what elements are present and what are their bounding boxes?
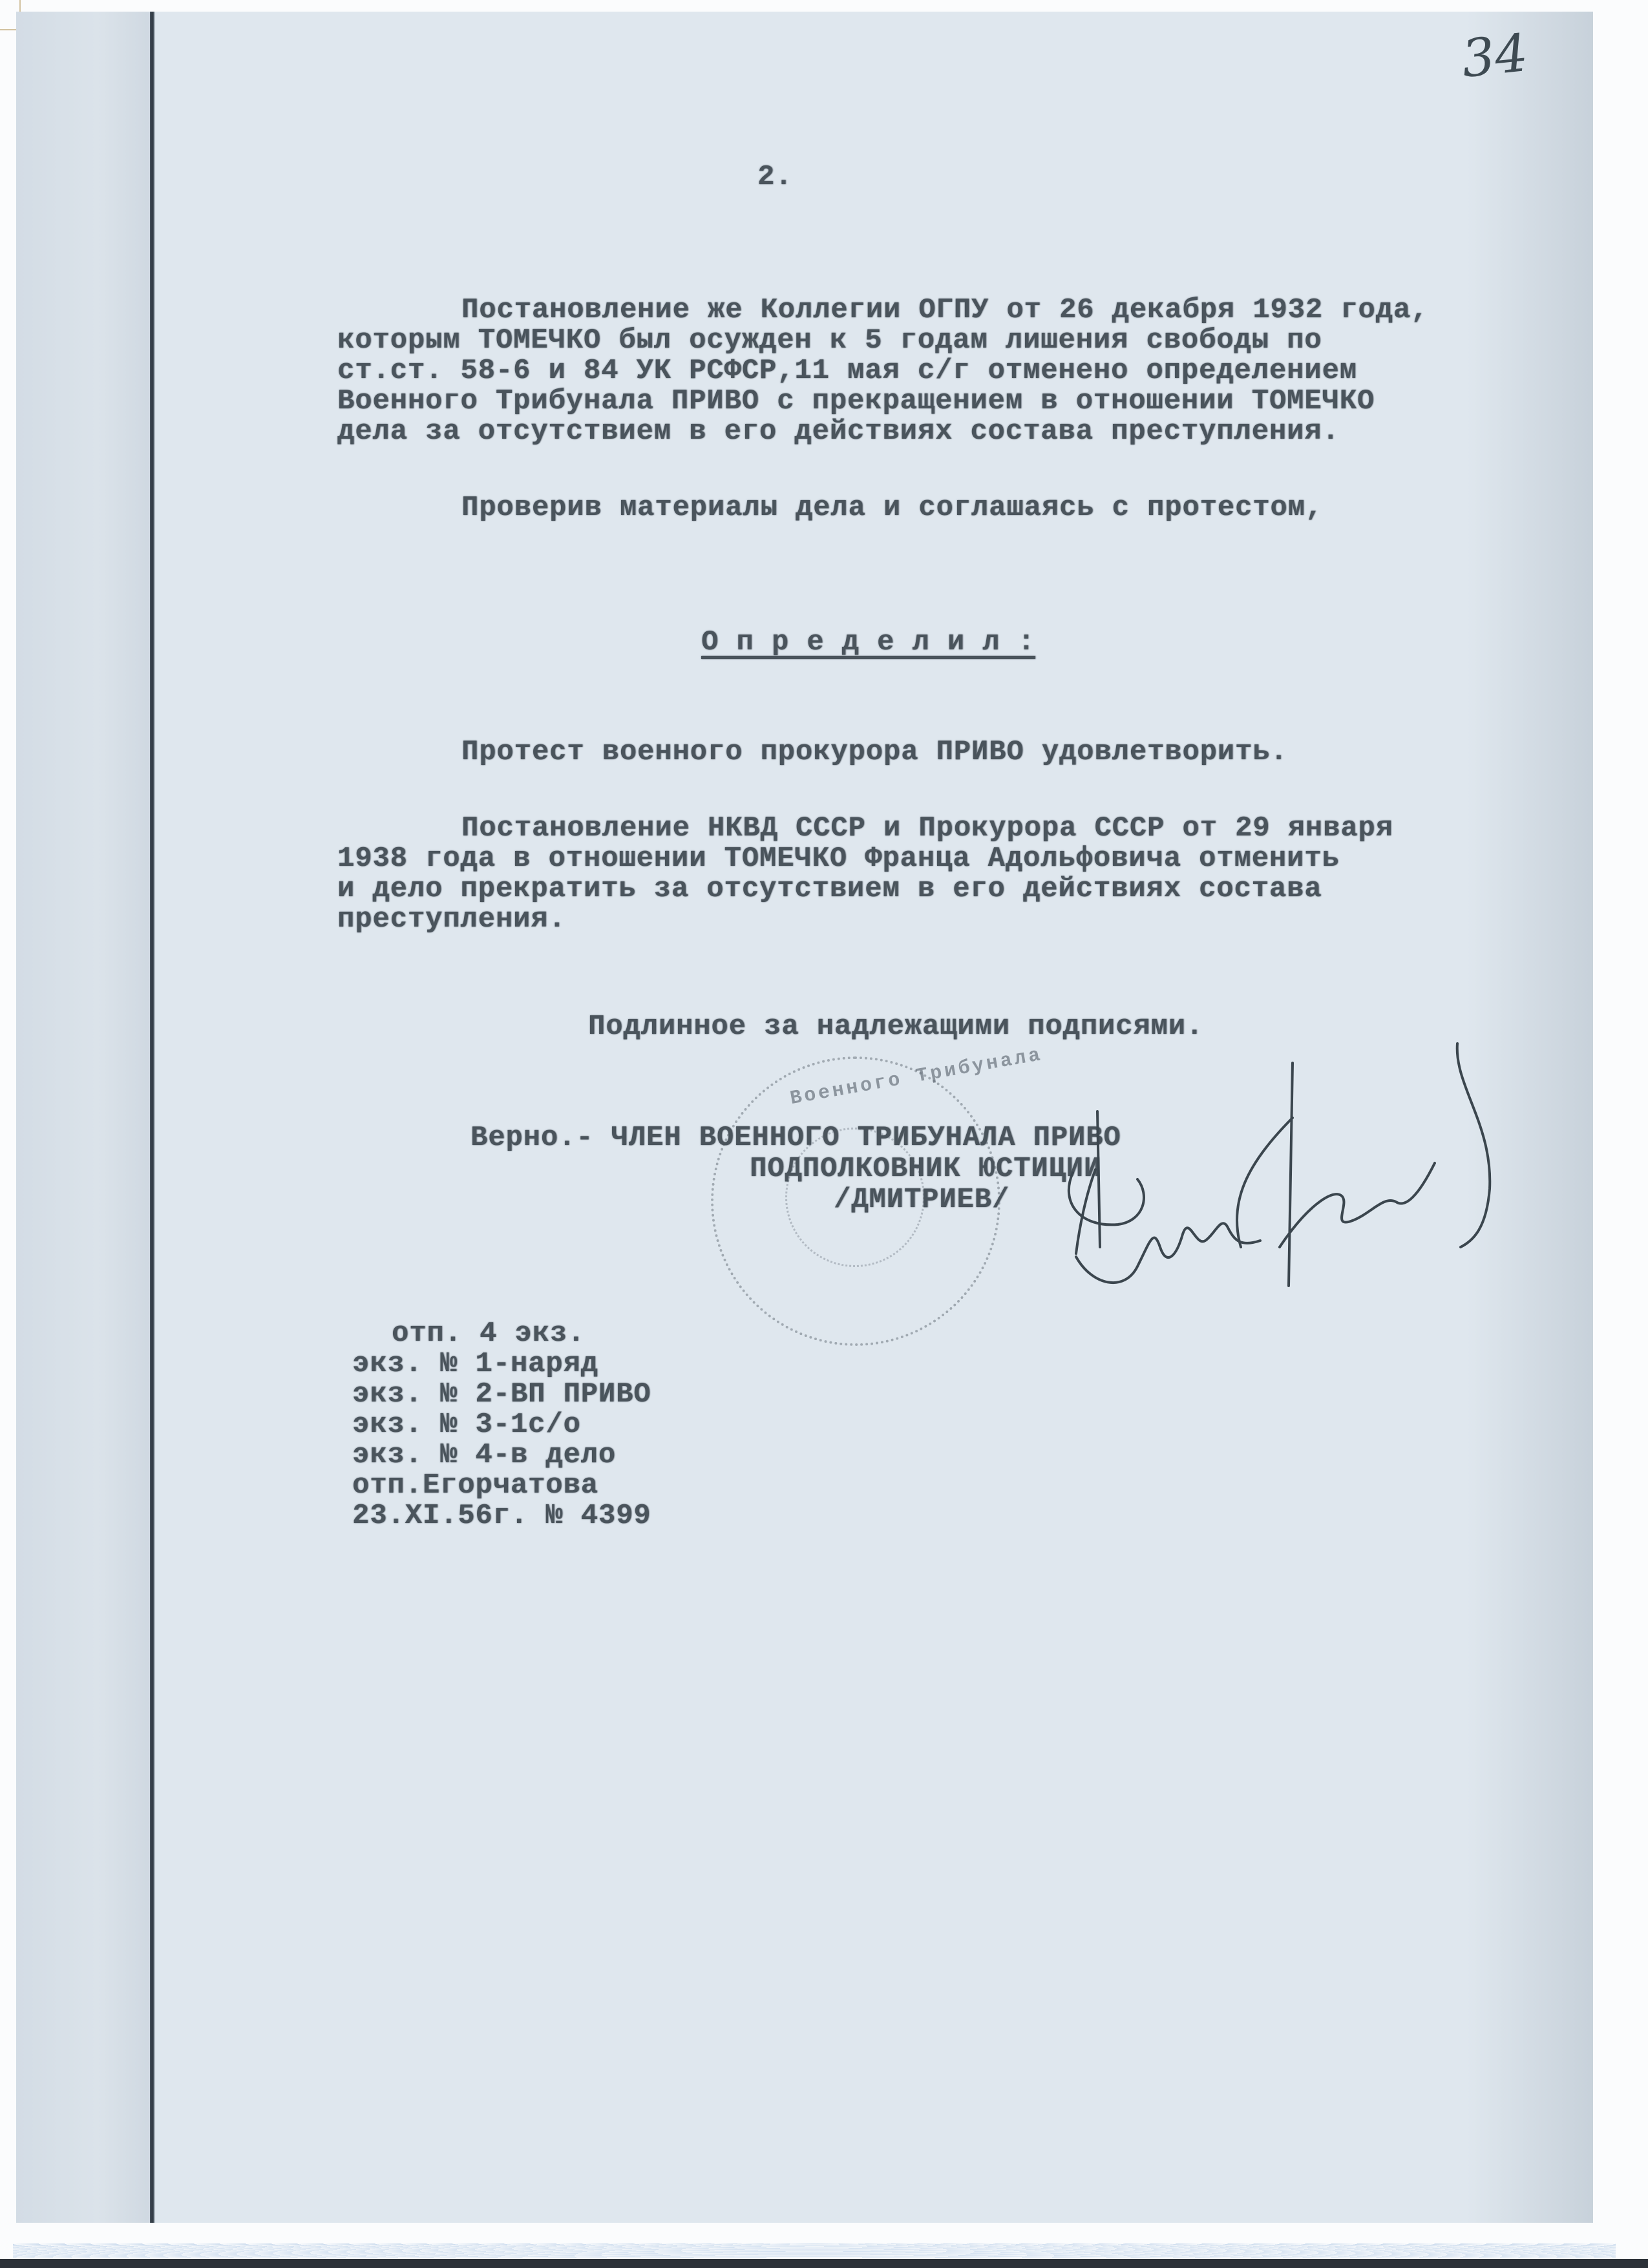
distribution-item: экз. № 1-наряд: [352, 1348, 598, 1380]
handwritten-signature: [1047, 1034, 1499, 1305]
paragraph-review: Проверив материалы дела и соглашаясь с протестом,: [461, 492, 1324, 524]
text-line: дела за отсутствием в его действиях состава преступления.: [337, 415, 1340, 448]
distribution-item: 23.XI.56г. № 4399: [352, 1500, 651, 1532]
distribution-item: отп.Егорчатова: [352, 1469, 598, 1502]
text-line: ст.ст. 58-6 и 84 УК РСФСР,11 мая с/г отменено определением: [337, 355, 1357, 387]
sheet-number-handwritten: 34: [1459, 22, 1531, 90]
distribution-item: экз. № 2-ВП ПРИВО: [352, 1378, 651, 1411]
binding-line: [150, 12, 154, 2223]
text-line: 1938 года в отношении ТОМЕЧКО Франца Адольфовича отменить: [337, 843, 1340, 875]
text-line: и дело прекратить за отсутствием в его действиях состава: [337, 873, 1322, 905]
text-line: Постановление НКВД СССР и Прокурора СССР от 29 января: [461, 812, 1393, 845]
page-number: 2.: [757, 161, 793, 193]
paragraph-protest: Протест военного прокурора ПРИВО удовлетворить.: [461, 736, 1288, 768]
authenticity-note: Подлинное за надлежащими подписями.: [588, 1011, 1204, 1043]
left-margin-strip: [16, 12, 152, 2223]
scanner-artifact: [13, 2243, 1616, 2258]
distribution-item: экз. № 3-1с/о: [352, 1409, 581, 1441]
distribution-item: отп. 4 экз.: [392, 1318, 586, 1350]
stamp-text: Военного Трибунала: [788, 1044, 1045, 1111]
certification-rank: ПОДПОЛКОВНИК ЮСТИЦИИ: [750, 1153, 1102, 1185]
text-line: преступления.: [337, 903, 566, 936]
text-line: которым ТОМЕЧКО был осужден к 5 годам лишения свободы по: [337, 324, 1322, 357]
heading-determined: О п р е д е л и л :: [701, 626, 1035, 658]
text-line: Постановление же Коллегии ОГПУ от 26 декабря 1932 года,: [461, 294, 1429, 326]
certification-title: Верно.- ЧЛЕН ВОЕННОГО ТРИБУНАЛА ПРИВО: [470, 1122, 1121, 1154]
distribution-item: экз. № 4-в дело: [352, 1439, 617, 1471]
certification-name: /ДМИТРИЕВ/: [834, 1184, 1010, 1216]
scanner-bottom-edge: [0, 2259, 1648, 2268]
text-line: Военного Трибунала ПРИВО с прекращением в отношении ТОМЕЧКО: [337, 385, 1375, 417]
